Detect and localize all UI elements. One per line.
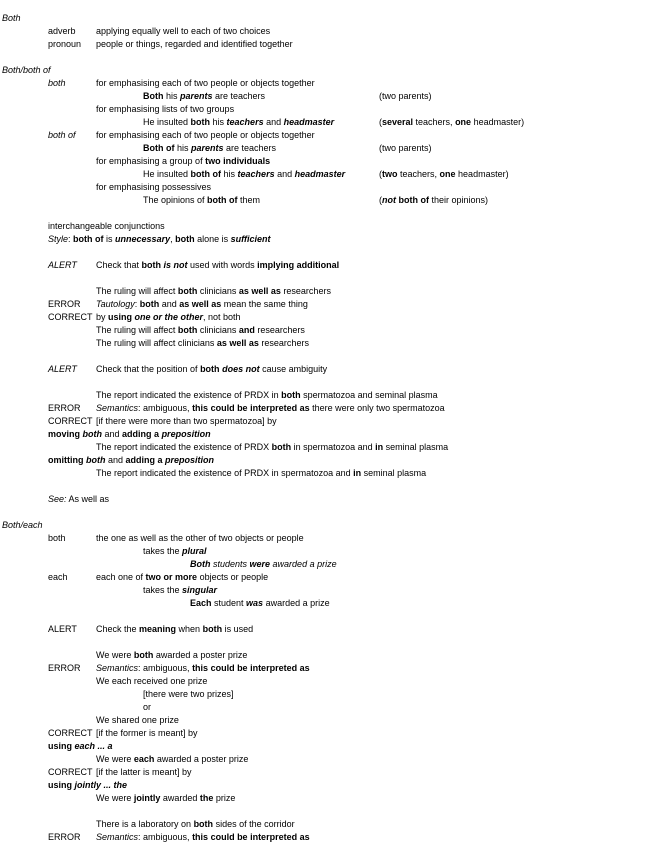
doc-text: [if there were more than two spermatozoa] by xyxy=(96,416,277,426)
doc-line xyxy=(0,389,649,402)
doc-text: Check that the position of both does not cause ambiguity xyxy=(96,364,328,374)
doc-text: ERROR xyxy=(48,299,81,309)
doc-line xyxy=(0,675,649,688)
doc-line xyxy=(0,337,649,350)
doc-text: for emphasising each of two people or objects together xyxy=(96,130,315,140)
doc-line xyxy=(0,662,649,675)
doc-text: We were each awarded a poster prize xyxy=(96,754,249,764)
doc-line xyxy=(0,207,649,220)
doc-text: He insulted both of his teachers and headmaster xyxy=(143,169,346,179)
doc-text: (two teachers, one headmaster) xyxy=(379,169,509,179)
doc-line xyxy=(0,233,649,246)
doc-text: ALERT xyxy=(48,624,77,634)
doc-text: The ruling will affect both clinicians as well as researchers xyxy=(96,286,331,296)
doc-text: both xyxy=(48,78,66,88)
doc-line xyxy=(0,558,649,571)
doc-line xyxy=(0,532,649,545)
doc-line xyxy=(0,220,649,233)
doc-text: Style: both of is unnecessary, both alone is sufficient xyxy=(48,234,271,244)
doc-text: for emphasising lists of two groups xyxy=(96,104,235,114)
doc-line xyxy=(0,727,649,740)
doc-text: Semantics: ambiguous, this could be interpreted as xyxy=(96,832,310,842)
doc-line xyxy=(0,571,649,584)
doc-line xyxy=(0,714,649,727)
doc-text: takes the singular xyxy=(143,585,218,595)
doc-text: The report indicated the existence of PRDX in spermatozoa and in seminal plasma xyxy=(96,468,427,478)
doc-line xyxy=(0,77,649,90)
doc-line xyxy=(0,584,649,597)
doc-line xyxy=(0,272,649,285)
doc-text: takes the plural xyxy=(143,546,207,556)
doc-text: ALERT xyxy=(48,364,77,374)
doc-line xyxy=(0,831,649,844)
doc-text: Semantics: ambiguous, this could be interpreted as xyxy=(96,663,310,673)
doc-text: CORRECT xyxy=(48,728,93,738)
doc-text: ALERT xyxy=(48,260,77,270)
doc-line xyxy=(0,597,649,610)
doc-text: Both/both of xyxy=(2,65,51,75)
doc-text: for emphasising possessives xyxy=(96,182,212,192)
doc-line xyxy=(0,480,649,493)
doc-line xyxy=(0,298,649,311)
doc-text: ERROR xyxy=(48,403,81,413)
doc-line xyxy=(0,90,649,103)
doc-line xyxy=(0,701,649,714)
doc-text: using jointly ... the xyxy=(48,780,128,790)
doc-line xyxy=(0,103,649,116)
doc-line xyxy=(0,467,649,480)
doc-text: or xyxy=(143,702,152,712)
doc-text: [if the latter is meant] by xyxy=(96,767,192,777)
doc-text: Both/each xyxy=(2,520,43,530)
doc-text: We shared one prize xyxy=(96,715,179,725)
doc-text: (two parents) xyxy=(379,91,432,101)
doc-line xyxy=(0,194,649,207)
doc-line xyxy=(0,623,649,636)
doc-line xyxy=(0,506,649,519)
doc-line xyxy=(0,285,649,298)
doc-line xyxy=(0,818,649,831)
doc-text: Semantics: ambiguous, this could be interpreted as there were only two spermatozoa xyxy=(96,403,445,413)
doc-text: people or things, regarded and identified together xyxy=(96,39,293,49)
doc-line xyxy=(0,415,649,428)
doc-text: The ruling will affect both clinicians and researchers xyxy=(96,325,305,335)
doc-text: Both xyxy=(2,13,21,23)
doc-line xyxy=(0,805,649,818)
doc-line xyxy=(0,402,649,415)
doc-line xyxy=(0,493,649,506)
doc-text: omitting both and adding a preposition xyxy=(48,455,215,465)
doc-text: Both his parents are teachers xyxy=(143,91,266,101)
doc-text: CORRECT xyxy=(48,767,93,777)
doc-text: for emphasising each of two people or objects together xyxy=(96,78,315,88)
doc-line xyxy=(0,142,649,155)
doc-line xyxy=(0,779,649,792)
doc-line xyxy=(0,428,649,441)
doc-text: moving both and adding a preposition xyxy=(48,429,211,439)
doc-line xyxy=(0,324,649,337)
doc-text: the one as well as the other of two objects or people xyxy=(96,533,304,543)
doc-line xyxy=(0,155,649,168)
doc-text: both xyxy=(48,533,66,543)
doc-text: for emphasising a group of two individuals xyxy=(96,156,271,166)
doc-line xyxy=(0,454,649,467)
doc-text: Both of his parents are teachers xyxy=(143,143,277,153)
doc-text: each one of two or more objects or people xyxy=(96,572,269,582)
doc-line xyxy=(0,636,649,649)
doc-line xyxy=(0,129,649,142)
doc-line xyxy=(0,376,649,389)
doc-text: applying equally well to each of two choices xyxy=(96,26,271,36)
doc-text: (two parents) xyxy=(379,143,432,153)
doc-line xyxy=(0,350,649,363)
doc-line xyxy=(0,38,649,51)
doc-line xyxy=(0,363,649,376)
doc-text: The report indicated the existence of PRDX both in spermatozoa and in seminal plasma xyxy=(96,442,449,452)
doc-line xyxy=(0,740,649,753)
doc-line xyxy=(0,441,649,454)
doc-line xyxy=(0,753,649,766)
doc-text: [if the former is meant] by xyxy=(96,728,198,738)
doc-text: (not both of their opinions) xyxy=(379,195,489,205)
doc-line xyxy=(0,12,649,25)
doc-line xyxy=(0,519,649,532)
doc-text: both of xyxy=(48,130,76,140)
doc-line xyxy=(0,246,649,259)
doc-line xyxy=(0,168,649,181)
doc-line xyxy=(0,792,649,805)
doc-text: ERROR xyxy=(48,832,81,842)
doc-line xyxy=(0,766,649,779)
doc-line xyxy=(0,116,649,129)
doc-line xyxy=(0,649,649,662)
doc-text: There is a laboratory on both sides of the corridor xyxy=(96,819,295,829)
doc-text: each xyxy=(48,572,68,582)
doc-text: interchangeable conjunctions xyxy=(48,221,165,231)
doc-text: ERROR xyxy=(48,663,81,673)
doc-line xyxy=(0,181,649,194)
doc-text: The opinions of both of them xyxy=(143,195,261,205)
doc-text: adverb xyxy=(48,26,76,36)
doc-text: We each received one prize xyxy=(96,676,208,686)
doc-text: by using one or the other, not both xyxy=(96,312,241,322)
doc-text: CORRECT xyxy=(48,312,93,322)
doc-line xyxy=(0,545,649,558)
doc-text: See: As well as xyxy=(48,494,110,504)
doc-text: using each ... a xyxy=(48,741,113,751)
doc-text: Check that both is not used with words implying additional xyxy=(96,260,340,270)
doc-line xyxy=(0,688,649,701)
doc-text: We were jointly awarded the prize xyxy=(96,793,236,803)
doc-text: Check the meaning when both is used xyxy=(96,624,254,634)
doc-text: pronoun xyxy=(48,39,82,49)
doc-text: We were both awarded a poster prize xyxy=(96,650,248,660)
doc-line xyxy=(0,610,649,623)
doc-text: (several teachers, one headmaster) xyxy=(379,117,525,127)
doc-text: The report indicated the existence of PRDX in both spermatozoa and seminal plasma xyxy=(96,390,438,400)
doc-line xyxy=(0,311,649,324)
doc-text: [there were two prizes] xyxy=(143,689,234,699)
doc-line xyxy=(0,51,649,64)
doc-text: Tautology: both and as well as mean the same thing xyxy=(96,299,308,309)
doc-line xyxy=(0,25,649,38)
doc-text: The ruling will affect clinicians as well as researchers xyxy=(96,338,309,348)
doc-line xyxy=(0,64,649,77)
doc-text: Each student was awarded a prize xyxy=(190,598,330,608)
doc-line xyxy=(0,259,649,272)
doc-text: CORRECT xyxy=(48,416,93,426)
doc-text: Both students were awarded a prize xyxy=(190,559,337,569)
doc-text: He insulted both his teachers and headmaster xyxy=(143,117,335,127)
